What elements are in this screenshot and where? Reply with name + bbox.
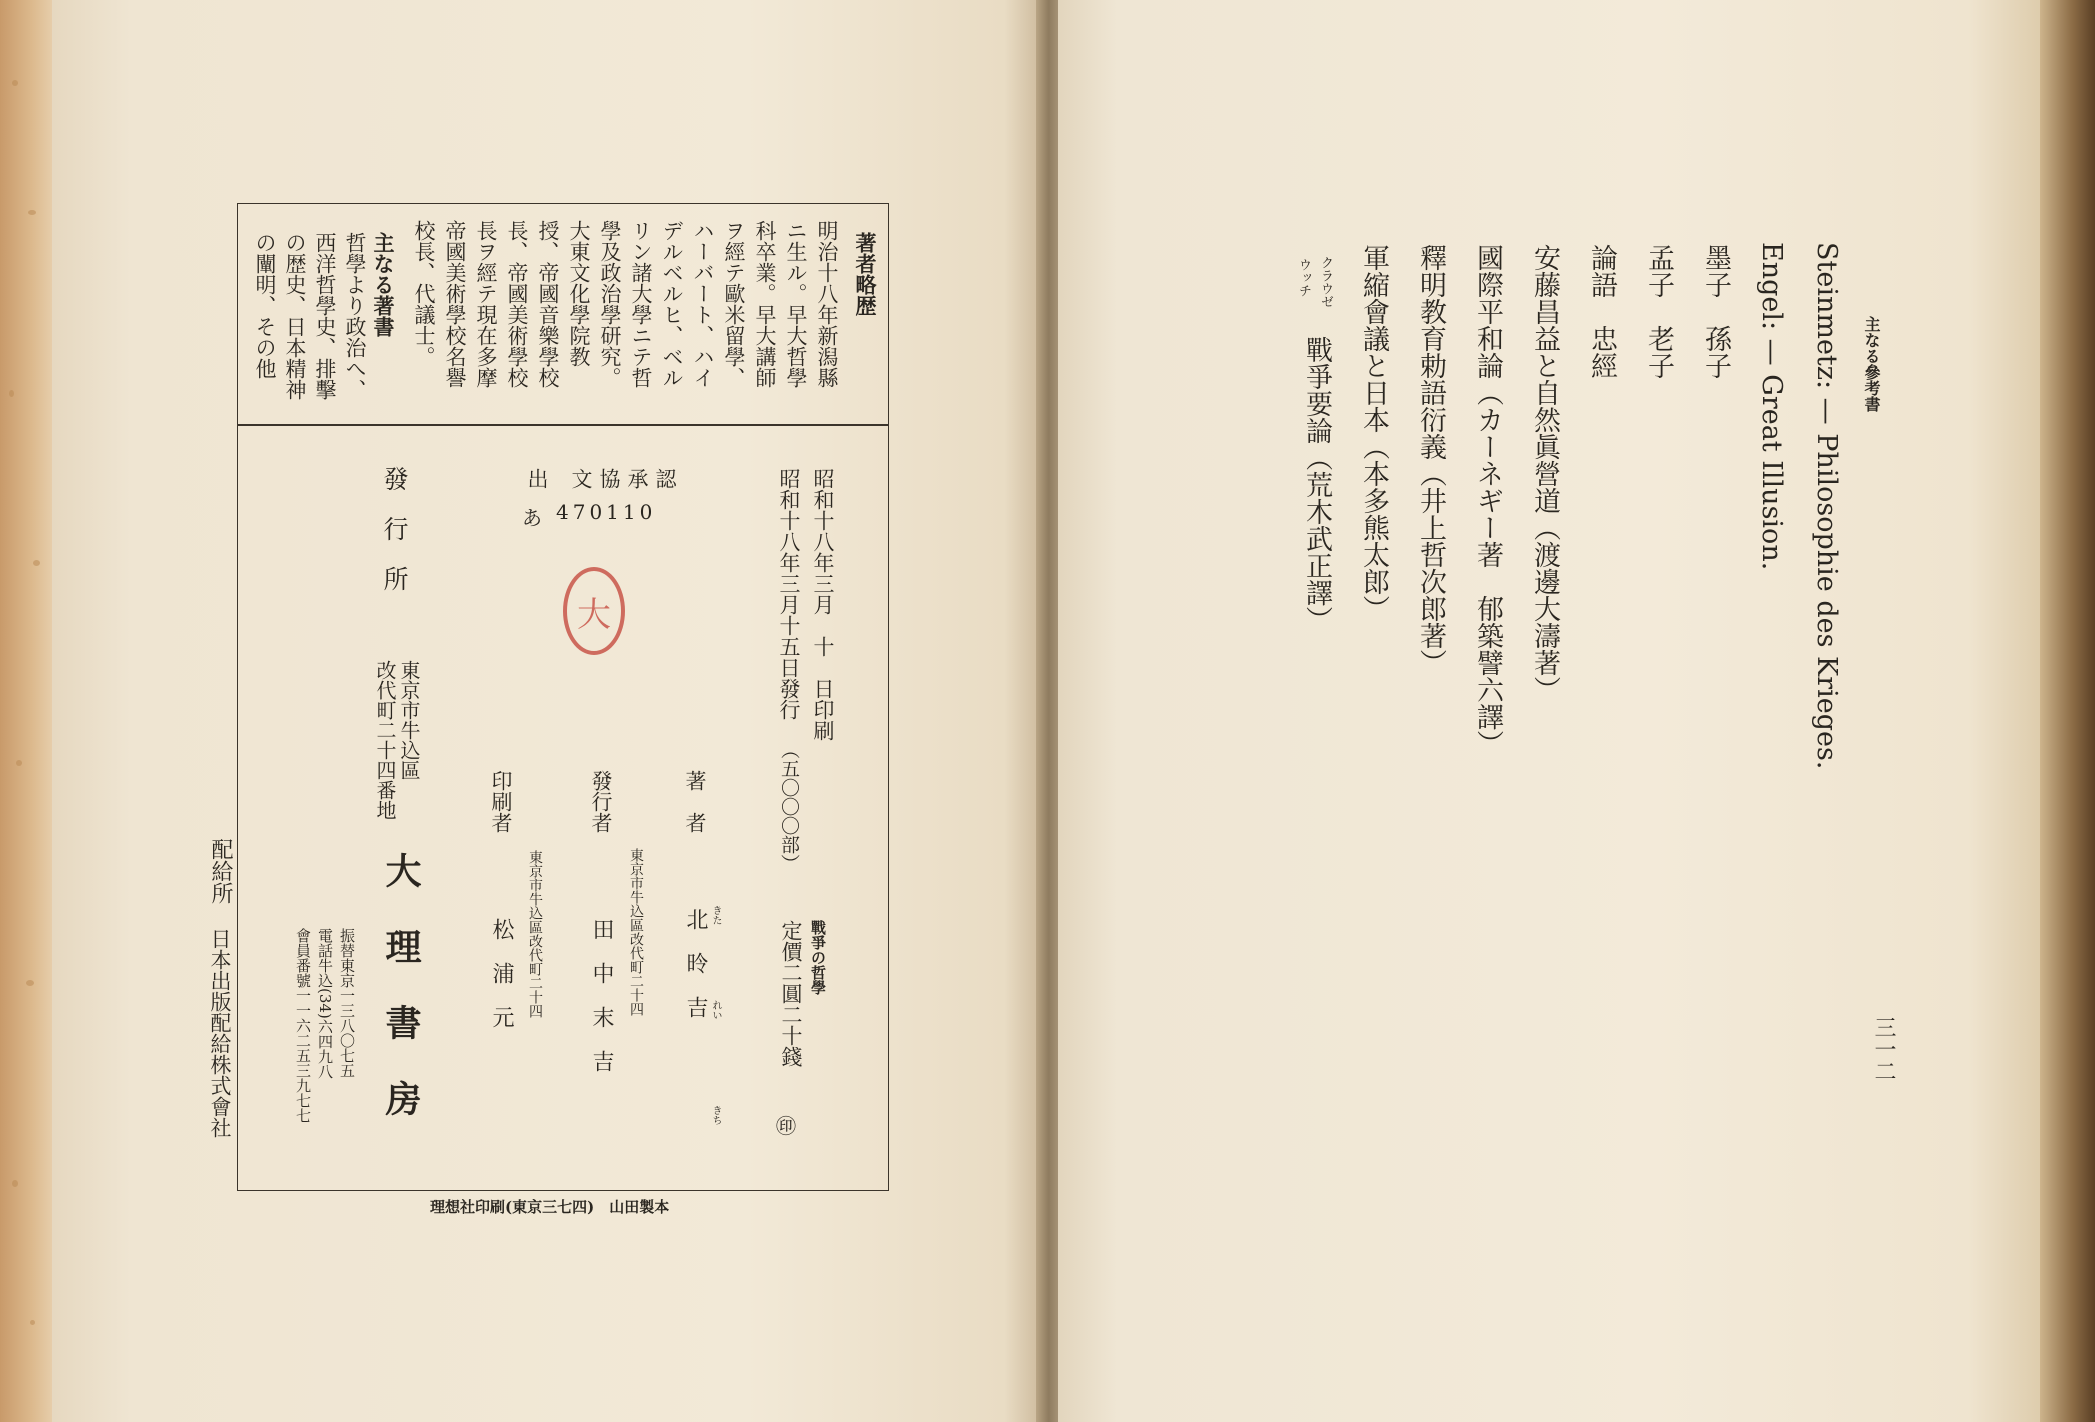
bio-line: リン諸大學ニテ哲 [629, 220, 653, 388]
reference-item: 釋明教育勅語衍義（井上哲次郎著） [1415, 244, 1446, 676]
approval-label: 承 [625, 468, 649, 489]
publisher-address: 東京市牛込區 [397, 660, 421, 780]
running-head: 主なる參考書 [1862, 316, 1881, 412]
reference-item: Steinmetz: — Philosophie des Krieges. [1811, 242, 1842, 770]
works-line: の歴史、日本精神 [283, 232, 307, 400]
book-edge-right [2040, 0, 2095, 1422]
bio-line: 科卒業。早大講師 [753, 220, 777, 388]
printer-footer: 理想社印刷(東京三七四) 山田製本 [430, 1198, 670, 1216]
bio-line: 大東文化學院教 [567, 220, 591, 367]
publisher-name: 大 理 書 房 [380, 852, 422, 1118]
bio-line: ヲ經テ歐米留學、 [722, 220, 746, 388]
ruby-watch: ウッチ [1296, 258, 1311, 297]
bio-line: 學及政治學研究。 [598, 220, 622, 388]
distributor-label: 配給所 [208, 838, 233, 904]
bio-line: 長、帝國美術學校 [505, 220, 529, 388]
right-page [1058, 0, 2048, 1422]
reference-item: 國際平和論（カーネギー著 郁築譬六譯） [1472, 244, 1503, 757]
print-date: 昭和十八年三月 十 日印刷 [811, 468, 835, 741]
page-number: 三一二 [1871, 1016, 1896, 1082]
author-ruby: きた [710, 905, 721, 925]
approval-label: 出 [525, 468, 549, 489]
contact-line: 電話牛込(34)六四九八 [316, 928, 334, 1079]
printer-label: 印刷者 [489, 770, 513, 833]
works-line: 西洋哲學史、排擊 [313, 232, 337, 400]
distributor-name: 日本出版配給株式會社 [208, 928, 232, 1138]
works-line: の闡明、その他 [253, 232, 277, 379]
bio-line: 長ヲ經テ現在多摩 [474, 220, 498, 388]
reference-item: 安藤昌益と自然眞營道（渡邊大濤著） [1529, 244, 1560, 703]
author-name: 北 昤 吉 [683, 908, 708, 1018]
issue-date: 昭和十八年三月十五日發行 [777, 468, 801, 720]
bio-line: デルベルヒ、ベル [660, 220, 684, 388]
contact-line: 會員番號一一六二五三九七七 [294, 928, 312, 1123]
author-ruby: きち [710, 1105, 721, 1125]
works-text [253, 232, 368, 412]
author-label: 著 者 [683, 770, 707, 833]
author-bio-text [400, 220, 840, 420]
bio-line: 帝國美術學校名譽 [443, 220, 467, 388]
reference-item: 論語 忠經 [1586, 244, 1617, 379]
ruby-clausewitz: クラウゼ [1318, 256, 1333, 308]
contact-line: 振替東京一三八〇七五 [338, 928, 356, 1078]
reference-item: 戰爭要論（荒木武正譯） [1301, 336, 1332, 633]
bio-line: ニ生ル。早大哲學 [784, 220, 808, 388]
bio-line: 授、帝國音樂學校 [536, 220, 560, 388]
publisher-person-label: 發行者 [589, 770, 613, 833]
publisher-person-address: 東京市牛込區改代町二十四 [628, 848, 644, 1016]
approval-label: 協 [597, 468, 621, 489]
reference-item: 孟子 老子 [1643, 244, 1674, 379]
price-mark: ㊞ [776, 1114, 796, 1138]
bio-line: 校長、代議士。 [412, 220, 436, 367]
publisher-person-name: 田 中 末 吉 [589, 918, 614, 1072]
publisher-seal [563, 567, 625, 655]
book-title: 戰爭の哲學 [809, 920, 827, 995]
author-ruby: れい [710, 1000, 721, 1020]
bio-line: 明治十八年新潟縣 [815, 220, 839, 388]
approval-number: 470110 [556, 500, 657, 524]
works-heading: 主なる著書 [371, 232, 396, 337]
printer-name: 松 浦 元 [489, 918, 514, 1028]
bio-line: ハーバート、ハイ [691, 220, 715, 388]
author-bio-heading: 著者略歴 [853, 232, 878, 316]
price: 定價二圓二十錢 [779, 920, 803, 1067]
publishing-office-label: 發 行 所 [380, 466, 409, 591]
copies-count: （五〇〇〇部） [778, 740, 800, 873]
seal-char: 大 [577, 594, 611, 635]
approval-label: 認 [653, 468, 677, 489]
printer-address: 東京市牛込區改代町二十四 [527, 850, 543, 1018]
works-line: 哲學より政治へ、 [343, 232, 367, 400]
reference-item: Engel: — Great Illusion. [1756, 242, 1787, 571]
approval-label: 文 [569, 468, 593, 489]
reference-item: 墨子 孫子 [1700, 244, 1731, 379]
reference-item: 軍縮會議と日本（本多熊太郎） [1358, 244, 1389, 622]
publisher-address: 改代町二十四番地 [373, 660, 397, 820]
approval-mark: あ [522, 506, 542, 530]
